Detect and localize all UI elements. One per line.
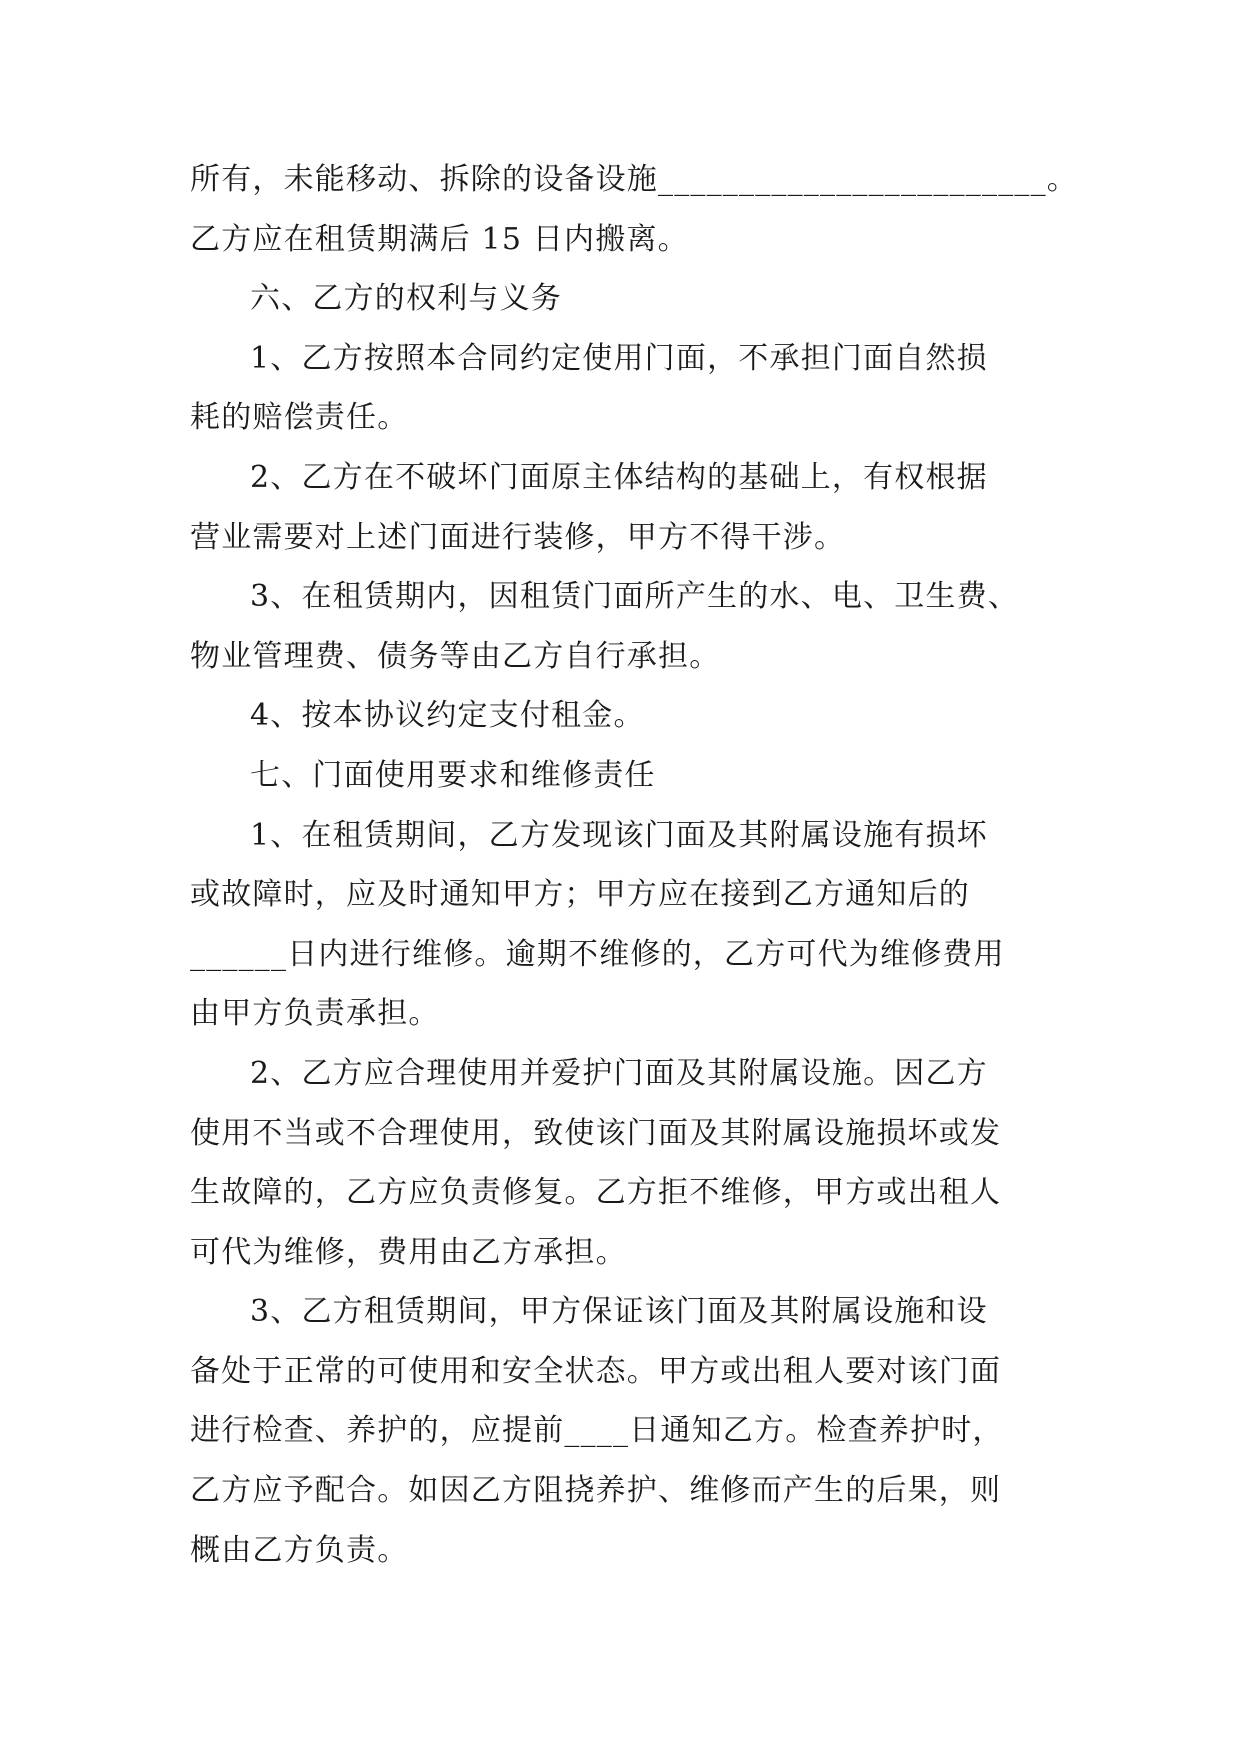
text-line: ______日内进行维修。逾期不维修的，乙方可代为维修费用 — [190, 936, 1005, 972]
text-line: 生故障的，乙方应负责修复。乙方拒不维修，甲方或出租人 — [190, 1175, 1002, 1211]
text-line: 耗的赔偿责任。 — [190, 400, 409, 436]
section-heading: 六、乙方的权利与义务 — [250, 281, 562, 317]
text-line: 4、按本协议约定支付租金。 — [250, 698, 645, 734]
text-line: 使用不当或不合理使用，致使该门面及其附属设施损坏或发 — [190, 1115, 1002, 1151]
text-line: 3、乙方租赁期间，甲方保证该门面及其附属设施和设 — [250, 1294, 988, 1330]
text-line: 营业需要对上述门面进行装修，甲方不得干涉。 — [190, 519, 846, 555]
text-line: 1、乙方按照本合同约定使用门面，不承担门面自然损 — [250, 340, 988, 376]
text-line: 或故障时，应及时通知甲方；甲方应在接到乙方通知后的 — [190, 877, 970, 913]
section-heading: 七、门面使用要求和维修责任 — [250, 757, 656, 793]
text-line: 由甲方负责承担。 — [190, 996, 440, 1032]
text-line: 2、乙方在不破坏门面原主体结构的基础上，有权根据 — [250, 459, 988, 495]
text-line: 备处于正常的可使用和安全状态。甲方或出租人要对该门面 — [190, 1353, 1002, 1389]
text-line: 所有，未能移动、拆除的设备设施________________________。 — [190, 162, 1078, 197]
document-body — [190, 150, 1080, 1580]
text-line: 2、乙方应合理使用并爱护门面及其附属设施。因乙方 — [250, 1055, 988, 1091]
text-line: 1、在租赁期间，乙方发现该门面及其附属设施有损坏 — [250, 817, 988, 853]
text-line: 物业管理费、债务等由乙方自行承担。 — [190, 638, 721, 674]
text-line: 可代为维修，费用由乙方承担。 — [190, 1234, 627, 1270]
text-line: 乙方应在租赁期满后 15 日内搬离。 — [190, 221, 689, 257]
text-line: 3、在租赁期内，因租赁门面所产生的水、电、卫生费、 — [250, 579, 1020, 615]
text-line: 乙方应予配合。如因乙方阻挠养护、维修而产生的后果，则 — [190, 1473, 1002, 1509]
text-line: 进行检查、养护的，应提前____日通知乙方。检查养护时， — [190, 1413, 1004, 1449]
text-line: 概由乙方负责。 — [190, 1532, 409, 1568]
